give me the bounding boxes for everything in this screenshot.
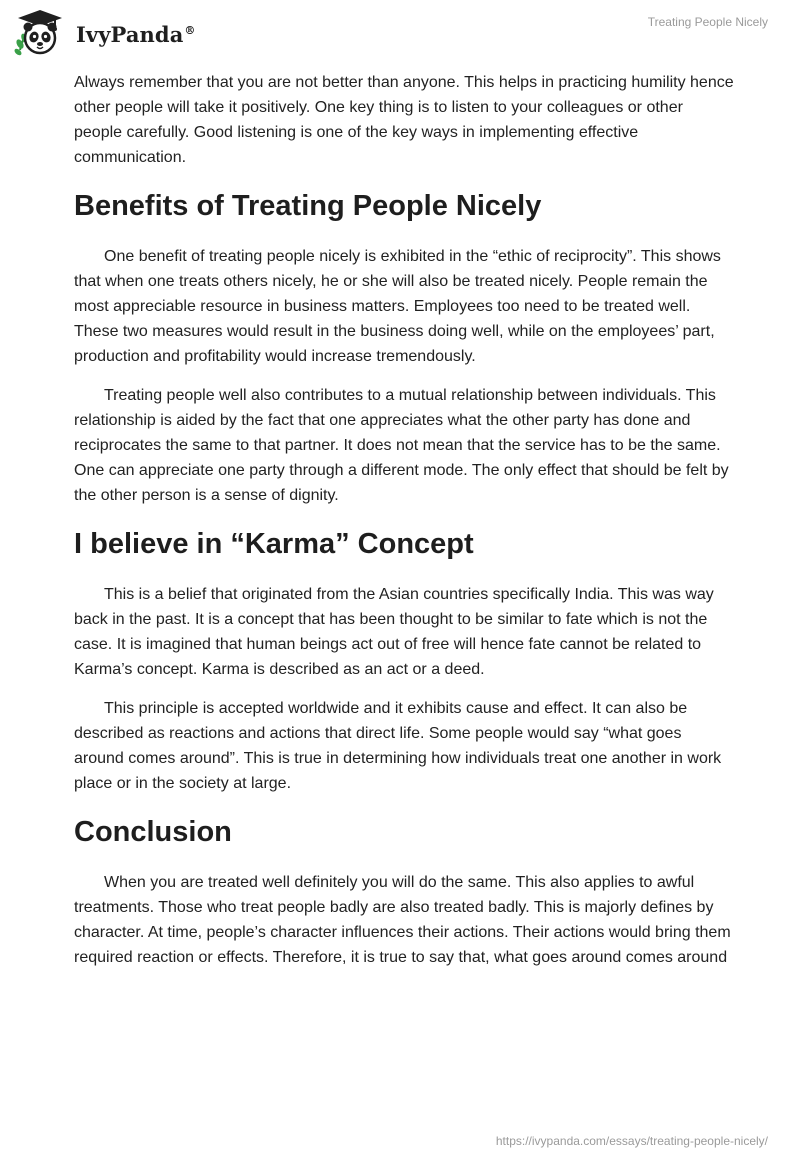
intro-paragraph: Always remember that you are not better than anyone. This helps in practicing humility hence other people will take it positively. One key thing is to listen to your colleagues or other people carefully. Good listening is one of the key ways in implementing effective communication. — [74, 74, 734, 166]
section-heading-conclusion: Conclusion — [74, 816, 232, 848]
essay-body — [74, 70, 734, 984]
karma-paragraph-2: This principle is accepted worldwide and it exhibits cause and effect. It can also be described as reactions and actions that direct life. Some people would say “what goes around comes around”. This is true in determining how individuals treat one another in work place or in the society at large. — [74, 700, 722, 792]
karma-paragraph-1: This is a belief that originated from the Asian countries specifically India. This was way back in the past. It is a concept that has been thought to be similar to fate which is not the case. It is imagined that human beings act out of free will hence fate cannot be related to Karma’s concept. Karma is described as an act or a deed. — [74, 586, 714, 678]
brand-name: IvyPanda® — [76, 21, 196, 47]
ivypanda-logo[interactable] — [14, 8, 196, 56]
panda-graduation-cap-icon — [14, 8, 66, 56]
page-header — [0, 0, 800, 64]
conclusion-paragraph: When you are treated well definitely you will do the same. This also applies to awful treatments. Those who treat people badly are also treated badly. This is majorly defines by character. At time, people’s character influences their actions. Their actions would bring them required reaction or effects. Therefore, it is true to say that, what goes around comes around — [74, 874, 731, 966]
benefits-paragraph-1: One benefit of treating people nicely is exhibited in the “ethic of reciprocity”. This shows that when one treats others nicely, he or she will also be treated nicely. People remain the most appreciable resource in business matters. Employees too need to be treated well. These two measures would result in the business doing well, while on the employees’ part, production and profitability would increase tremendously. — [74, 248, 721, 365]
section-heading-benefits: Benefits of Treating People Nicely — [74, 190, 542, 222]
benefits-paragraph-2: Treating people well also contributes to a mutual relationship between individuals. This relationship is aided by the fact that one appreciates what the other party has done and reciprocates the same to that partner. It does not mean that the service has to be the same. One can appreciate one party through a different mode. The only effect that should be felt by the other person is a sense of dignity. — [74, 387, 729, 504]
section-heading-karma: I believe in “Karma” Concept — [74, 528, 474, 560]
footer-url[interactable]: https://ivypanda.com/essays/treating-people-nicely/ — [495, 1134, 768, 1148]
running-title: Treating People Nicely — [647, 15, 768, 29]
